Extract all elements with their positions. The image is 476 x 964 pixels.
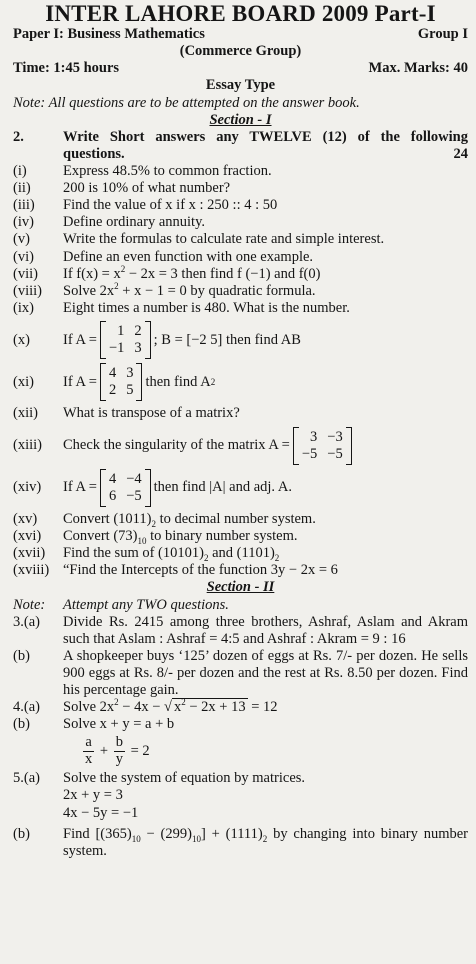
question-text: A shopkeeper buys ‘125’ dozen of eggs at Rs. 7/- per dozen. He sells 900 eggs at Rs. 8/- per dozen and the rest at Rs. 8.50 per dozen. Find his percentage gain. — [63, 647, 468, 699]
question-4a — [13, 699, 468, 716]
item-text — [63, 405, 468, 422]
exponent: 2 — [120, 263, 126, 274]
item-text — [63, 511, 468, 528]
equation-1: 2x + y = 3 — [63, 787, 123, 804]
matrix-entries — [299, 427, 346, 465]
matrix-entry: 6 — [108, 487, 117, 504]
item-text — [63, 197, 468, 214]
matrix-entry: 4 — [108, 470, 117, 487]
base: 10 — [191, 833, 201, 844]
text-part: Convert (73) — [63, 528, 138, 545]
item-number: (v) — [13, 231, 30, 248]
question-number: 5.(a) — [13, 770, 40, 787]
short-question-item — [13, 231, 468, 248]
text-part: Solve 2x — [63, 282, 115, 299]
item-text — [63, 263, 468, 283]
text-part: If A = — [63, 479, 97, 496]
matrix-bracket-right — [145, 321, 151, 359]
question-text: Solve x + y = a + b — [63, 716, 175, 733]
base: 2 — [203, 553, 209, 564]
matrix-entry: 3 — [310, 428, 318, 445]
denominator: x — [85, 751, 93, 768]
item-text — [63, 427, 468, 465]
exponent: 2 — [181, 697, 186, 708]
item-number: (xiii) — [13, 437, 42, 454]
question-3a — [13, 614, 468, 648]
essay-type: Essay Type — [205, 77, 276, 94]
item-text — [63, 545, 468, 562]
short-question-item — [13, 321, 468, 359]
equals-part: = 2 — [130, 743, 150, 760]
short-question-item — [13, 511, 468, 528]
text-part: − 2x = 3 then find f (−1) and f(0) — [125, 265, 321, 282]
matrix-entry: −5 — [126, 487, 142, 504]
question-2-instruction: Write Short answers any TWELVE (12) of the following questions. — [63, 128, 468, 162]
short-question-item — [13, 163, 468, 180]
matrix — [293, 427, 352, 465]
fraction — [83, 735, 94, 768]
matrix-entries — [106, 469, 145, 507]
expr-part: − 2x + 13 — [185, 699, 246, 716]
note-text: Attempt any TWO questions. — [63, 596, 229, 613]
text-part: Convert (1011) — [63, 510, 152, 527]
text-part: Find the value of x if x : 250 :: 4 : 50 — [63, 197, 278, 214]
item-number: (vii) — [13, 265, 38, 282]
item-number: (ii) — [13, 180, 31, 197]
item-number: (x) — [13, 331, 30, 348]
question-text: Solve $2x^2 - 4x$ − √ $x^2 - 2x + 13 = 12$ — [63, 697, 278, 716]
question-3b — [13, 648, 468, 699]
item-number: (xii) — [13, 405, 38, 422]
item-number: (xv) — [13, 510, 38, 527]
paper-group: Group I — [417, 26, 468, 43]
short-question-item — [13, 469, 468, 507]
expr-part: Find [(365) — [63, 825, 132, 842]
item-text — [63, 321, 468, 359]
item-number: (xiv) — [13, 479, 42, 496]
short-question-item — [13, 562, 468, 579]
expr-part: ] + (1111) — [200, 825, 263, 842]
question-5a — [13, 770, 468, 787]
max-marks: Max. Marks: 40 — [368, 60, 468, 77]
question-number: 2. — [13, 128, 24, 145]
numerator: b — [115, 734, 123, 751]
text-part: Eight times a number is 480. What is the number. — [63, 299, 350, 316]
base: 10 — [131, 833, 141, 844]
expr-part: x — [173, 699, 182, 716]
text-part: + x − 1 = 0 by quadratic formula. — [118, 282, 316, 299]
text-part: If A = — [63, 373, 97, 390]
question-5b — [13, 826, 468, 860]
expr-part: − (299) — [140, 825, 192, 842]
base: 2 — [151, 518, 156, 529]
question-4b-equation — [31, 735, 468, 768]
expr-part: = 12 — [247, 699, 278, 716]
text-part: and (1101) — [208, 545, 275, 562]
question-number: 3.(a) — [13, 613, 40, 630]
question-4b — [13, 716, 468, 733]
item-number: (xvii) — [13, 545, 46, 562]
expr-part: Solve 2x — [63, 699, 115, 716]
item-number: (vi) — [13, 248, 34, 265]
short-question-item — [13, 263, 468, 283]
base: 10 — [137, 535, 147, 546]
text-part: Define an even function with one example. — [63, 248, 314, 265]
text-part: to decimal number system. — [155, 510, 316, 527]
question-2-text — [63, 129, 468, 163]
matrix-entry: 2 — [108, 382, 117, 399]
item-text — [63, 528, 468, 545]
question-2-marks: 24 — [453, 145, 468, 162]
denominator: y — [115, 751, 123, 768]
text-part: then find |A| and adj. A. — [153, 479, 292, 496]
item-number: (ix) — [13, 299, 34, 316]
item-text — [63, 300, 468, 317]
item-number: (xviii) — [13, 562, 50, 579]
text-part: to binary number system. — [146, 528, 298, 545]
section-1-heading: Section - I — [209, 111, 272, 128]
short-question-item — [13, 405, 468, 422]
item-text — [63, 180, 468, 197]
matrix-bracket-right — [346, 427, 352, 465]
text-part: “Find the Intercepts of the function 3y − 2x = 6 — [63, 562, 338, 579]
short-question-item — [13, 197, 468, 214]
time-marks-row — [13, 60, 468, 77]
text-part: then find A — [145, 373, 211, 390]
paper-info-row — [13, 26, 468, 43]
item-number: (viii) — [13, 282, 42, 299]
fraction — [114, 735, 125, 768]
text-part: If f(x) = x — [63, 265, 121, 282]
question-number: (b) — [13, 825, 30, 842]
base: 2 — [262, 833, 268, 844]
exponent: 2 — [114, 697, 119, 708]
square-root — [172, 698, 248, 715]
base: 2 — [274, 553, 280, 564]
short-question-item — [13, 300, 468, 317]
short-question-item — [13, 249, 468, 266]
question-number: 4.(a) — [13, 699, 40, 716]
matrix — [100, 321, 151, 359]
equation-2: 4x − 5y = −1 — [63, 804, 139, 821]
section-2-heading: Section - II — [206, 579, 275, 596]
text-part: Find the sum of (10101) — [63, 545, 204, 562]
general-note: Note: All questions are to be attempted on the answer book. — [13, 94, 360, 111]
question-number: (b) — [13, 716, 30, 733]
matrix-bracket-right — [145, 469, 151, 507]
short-questions-list — [13, 163, 468, 579]
section-2-note — [13, 597, 468, 614]
plus-sign: + — [99, 743, 109, 760]
question-text — [63, 826, 468, 860]
question-text: Solve the system of equation by matrices. — [63, 770, 306, 787]
note-label: Note: — [13, 596, 46, 613]
item-number: (xvi) — [13, 528, 42, 545]
question-text: Divide Rs. 2415 among three brothers, Ashraf, Aslam and Akram such that Aslam : Ashraf = 4:5 and Ashraf : Akram = 9 : 16 — [63, 613, 468, 647]
matrix-entry: 5 — [126, 382, 134, 399]
item-text — [63, 469, 468, 507]
matrix-entry: −5 — [301, 445, 318, 462]
expr-part: by changing into binary number system. — [63, 825, 468, 859]
short-question-item — [13, 427, 468, 465]
question-number: (b) — [13, 647, 30, 664]
matrix — [100, 469, 151, 507]
item-text: If A = 4 3 2 5 then find A 2 — [63, 363, 468, 401]
short-question-item — [13, 545, 468, 562]
matrix-entry: −5 — [327, 445, 343, 462]
text-part: What is transpose of a matrix? — [63, 405, 240, 422]
item-text — [63, 280, 468, 300]
expr-part: − 4x − — [118, 699, 165, 716]
matrix-entry: −1 — [108, 340, 125, 357]
matrix-bracket-right — [136, 363, 142, 401]
item-text — [63, 163, 468, 180]
text-part: 200 is 10% of what number? — [63, 180, 231, 197]
text-part: ; B = [−2 5] then find AB — [153, 331, 301, 348]
item-number: (iv) — [13, 214, 34, 231]
matrix-entries — [106, 321, 145, 359]
item-text — [63, 214, 468, 231]
item-text — [63, 231, 468, 248]
paper-title: INTER LAHORE BOARD 2009 Part-I — [45, 1, 436, 26]
matrix-entry: 3 — [134, 340, 142, 357]
paper-subgroup: (Commerce Group) — [179, 43, 302, 60]
matrix-entry: −3 — [327, 428, 343, 445]
short-question-item — [13, 280, 468, 300]
matrix-entries — [106, 363, 137, 401]
item-number: (xi) — [13, 373, 34, 390]
item-number: (iii) — [13, 197, 35, 214]
numerator: a — [85, 734, 92, 751]
exponent: 2 — [114, 280, 119, 291]
text-part: If A = — [63, 331, 97, 348]
paper-subject: Paper I: Business Mathematics — [13, 26, 205, 43]
short-question-item — [13, 528, 468, 545]
short-question-item — [13, 363, 468, 401]
short-question-item — [13, 180, 468, 197]
short-question-item — [13, 214, 468, 231]
text-part: Write the formulas to calculate rate and simple interest. — [63, 231, 385, 248]
matrix-entry: 2 — [134, 323, 142, 339]
time-allowed: Time: 1:45 hours — [13, 60, 120, 77]
item-text — [63, 562, 468, 579]
matrix-entry: 1 — [117, 323, 125, 339]
text-part: Check the singularity of the matrix A = — [63, 437, 290, 454]
matrix-entry: 4 — [108, 365, 117, 382]
question-2 — [13, 129, 468, 163]
text-part: Express 48.5% to common fraction. — [63, 163, 272, 180]
matrix-entry: −4 — [126, 470, 142, 487]
matrix-entry: 3 — [126, 365, 134, 382]
text-part: Define ordinary annuity. — [63, 214, 205, 231]
matrix — [100, 363, 143, 401]
item-number: (i) — [13, 163, 27, 180]
